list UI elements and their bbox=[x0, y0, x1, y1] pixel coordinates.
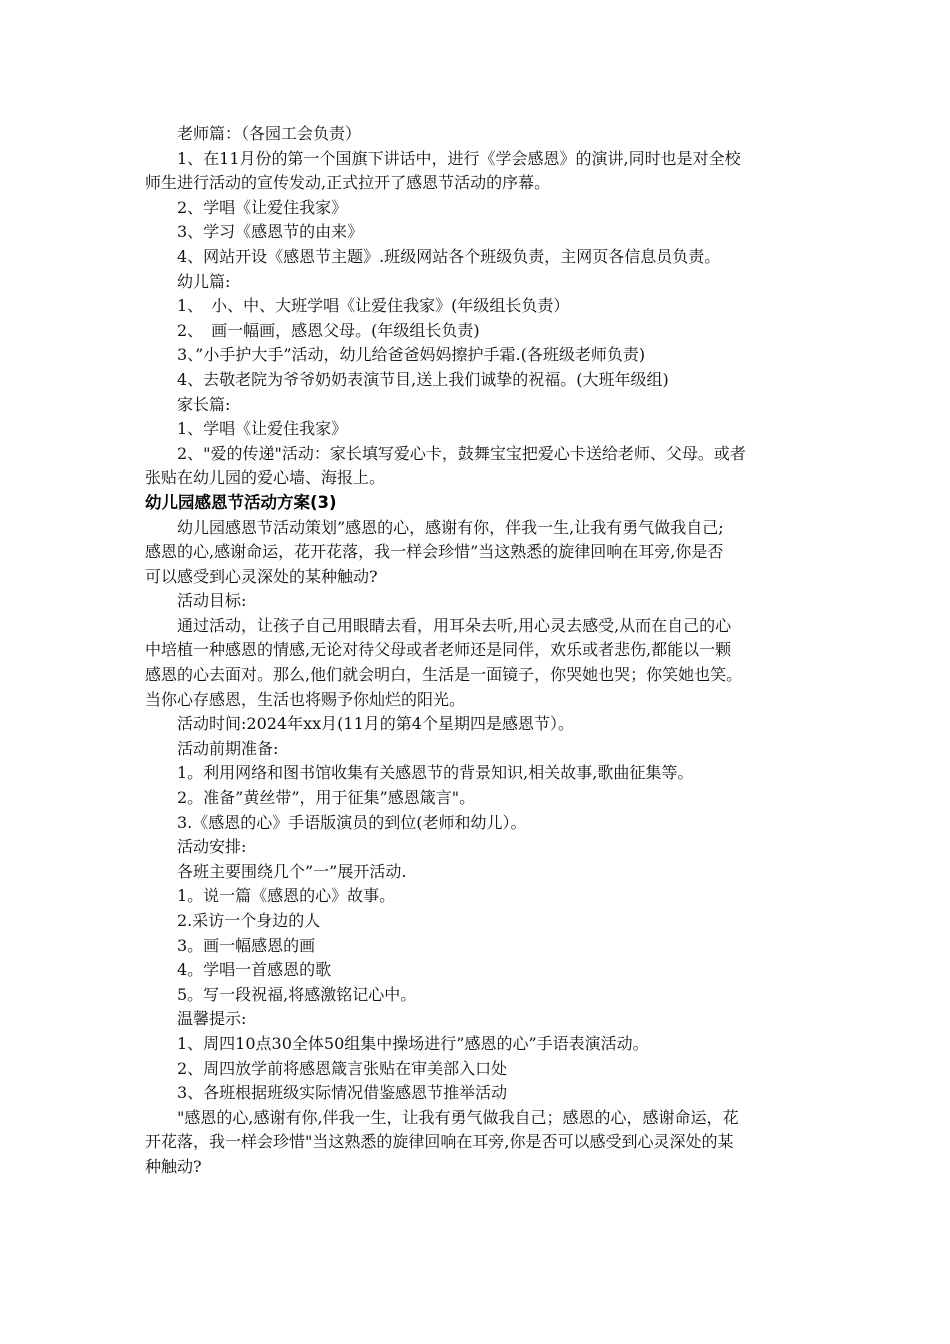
closing-line-3: 种触动? bbox=[145, 1156, 202, 1176]
closing-line-2: 开花落，我一样会珍惜"当这熟悉的旋律回响在耳旁,你是否可以感受到心灵深处的某 bbox=[145, 1132, 734, 1152]
teacher-item-2: 2、学唱《让爱住我家》 bbox=[177, 197, 348, 217]
child-item-3: 3、”小手护大手”活动，幼儿给爸爸妈妈擦护手霜.(各班级老师负责) bbox=[177, 345, 646, 365]
section-title-child: 幼儿篇: bbox=[177, 271, 231, 291]
section-title-parent: 家长篇: bbox=[177, 394, 231, 414]
teacher-item-1-line-2: 师生进行活动的宣传发动,正式拉开了感恩节活动的序幕。 bbox=[145, 173, 551, 193]
teacher-item-1-line-1: 1、在11月份的第一个国旗下讲话中，进行《学会感恩》的演讲,同时也是对全校 bbox=[177, 148, 741, 168]
arrange-item-5: 5。写一段祝福,将感激铭记心中。 bbox=[177, 984, 417, 1004]
intro-line-2: 感恩的心,感谢命运，花开花落，我一样会珍惜”当这熟悉的旋律回响在耳旁,你是否 bbox=[145, 542, 724, 562]
goal-line-3: 感恩的心去面对。那么,他们就会明白，生活是一面镜子，你哭她也哭；你笑她也笑。 bbox=[145, 665, 743, 685]
parent-item-1: 1、学唱《让爱住我家》 bbox=[177, 419, 348, 439]
section-title-teacher: 老师篇：（各园工会负责） bbox=[177, 124, 362, 143]
goal-title: 活动目标: bbox=[177, 591, 247, 611]
teacher-item-3: 3、学习《感恩节的由来》 bbox=[177, 222, 364, 242]
arrange-item-1: 1。说一篇《感恩的心》故事。 bbox=[177, 886, 396, 906]
closing-line-1: "感恩的心,感谢有你,伴我一生，让我有勇气做我自己；感恩的心，感谢命运，花 bbox=[177, 1107, 739, 1127]
child-item-2: 2、 画一幅画，感恩父母。(年级组长负责) bbox=[177, 320, 480, 340]
arrange-item-3: 3。画一幅感恩的画 bbox=[177, 935, 316, 955]
teacher-item-4: 4、网站开设《感恩节主题》.班级网站各个班级负责，主网页各信息员负责。 bbox=[177, 246, 721, 266]
child-item-1: 1、 小、中、大班学唱《让爱住我家》(年级组长负责） bbox=[177, 296, 570, 316]
activity-time: 活动时间:2024年xx月(11月的第4个星期四是感恩节）。 bbox=[177, 714, 574, 734]
prep-title: 活动前期准备: bbox=[177, 738, 279, 758]
arrange-item-4: 4。学唱一首感恩的歌 bbox=[177, 960, 332, 980]
goal-line-2: 中培植一种感恩的情感,无论对待父母或者老师还是同伴，欢乐或者悲伤,都能以一颗 bbox=[145, 640, 732, 660]
intro-line-1: 幼儿园感恩节活动策划”感恩的心，感谢有你，伴我一生,让我有勇气做我自己; bbox=[177, 517, 724, 537]
prep-item-1: 1。利用网络和图书馆收集有关感恩节的背景知识,相关故事,歌曲征集等。 bbox=[177, 763, 694, 783]
tips-item-3: 3、各班根据班级实际情况借鉴感恩节推举活动 bbox=[177, 1083, 508, 1103]
document-page bbox=[145, 122, 805, 1180]
section-heading-3: 幼儿园感恩节活动方案(3) bbox=[145, 492, 337, 512]
parent-item-2-line-1: 2、"爱的传递"活动：家长填写爱心卡，鼓舞宝宝把爱心卡送给老师、父母。或者 bbox=[177, 443, 746, 463]
arrange-title: 活动安排: bbox=[177, 837, 247, 857]
prep-item-2: 2。准备”黄丝带”，用于征集”感恩箴言"。 bbox=[177, 788, 476, 808]
prep-item-3: 3.《感恩的心》手语版演员的到位(老师和幼儿）。 bbox=[177, 812, 527, 832]
tips-item-2: 2、周四放学前将感恩箴言张贴在审美部入口处 bbox=[177, 1058, 508, 1078]
goal-line-1: 通过活动，让孩子自己用眼睛去看，用耳朵去听,用心灵去感受,从而在自己的心 bbox=[177, 615, 732, 635]
tips-item-1: 1、周四10点30全体50组集中操场进行”感恩的心”手语表演活动。 bbox=[177, 1033, 649, 1053]
parent-item-2-line-2: 张贴在幼儿园的爱心墙、海报上。 bbox=[145, 468, 386, 488]
goal-line-4: 当你心存感恩，生活也将赐予你灿烂的阳光。 bbox=[145, 689, 466, 709]
arrange-item-2: 2.采访一个身边的人 bbox=[177, 911, 321, 930]
arrange-lead: 各班主要围绕几个”一”展开活动. bbox=[177, 861, 407, 881]
tips-title: 温馨提示: bbox=[177, 1009, 247, 1029]
intro-line-3: 可以感受到心灵深处的某种触动? bbox=[145, 566, 378, 586]
child-item-4: 4、去敬老院为爷爷奶奶表演节目,送上我们诚挚的祝福。(大班年级组) bbox=[177, 369, 669, 389]
